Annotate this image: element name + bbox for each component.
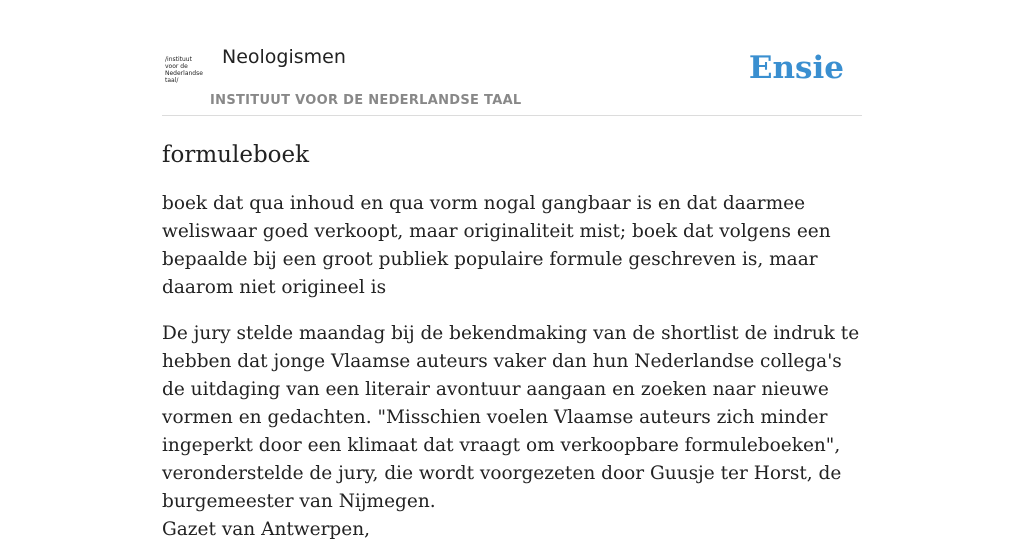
entry-word: formuleboek xyxy=(162,142,310,168)
logo-line: /instituut xyxy=(165,56,192,63)
ensie-logo-link[interactable]: Ensie xyxy=(748,50,844,86)
source-title[interactable]: Neologismen xyxy=(222,46,346,68)
logo-line: voor de xyxy=(165,63,188,70)
entry-definition: boek dat qua inhoud en qua vorm nogal gangbaar is en dat daarmee weliswaar goed verkoopt, maar originaliteit mist; boek dat volgens een bepaalde bij een groot publiek populaire formule geschreven is, maar daarom niet origineel is xyxy=(162,193,831,298)
source-subtitle: INSTITUUT VOOR DE NEDERLANDSE TAAL xyxy=(210,93,522,108)
logo-line: Nederlandse xyxy=(165,70,203,77)
entry-card xyxy=(162,40,862,544)
institute-logo[interactable] xyxy=(165,56,207,84)
entry-example: De jury stelde maandag bij de bekendmaking van de shortlist de indruk te hebben dat jonge Vlaamse auteurs vaker dan hun Nederlandse collega's de uitdaging van een literair avontuur aangaan en zoeken naar nieuwe vormen en gedachten. "Misschien voelen Vlaamse auteurs zich minder ingeperkt door een klimaat dat vraagt om verkoopbare formuleboeken", veronderstelde de jury, die wordt voorgezeten door Guusje ter Horst, de burgemeester van Nijmegen. Gazet van Antwerpen, xyxy=(162,323,860,540)
logo-line: taal/ xyxy=(165,77,179,84)
source-header xyxy=(162,40,862,116)
